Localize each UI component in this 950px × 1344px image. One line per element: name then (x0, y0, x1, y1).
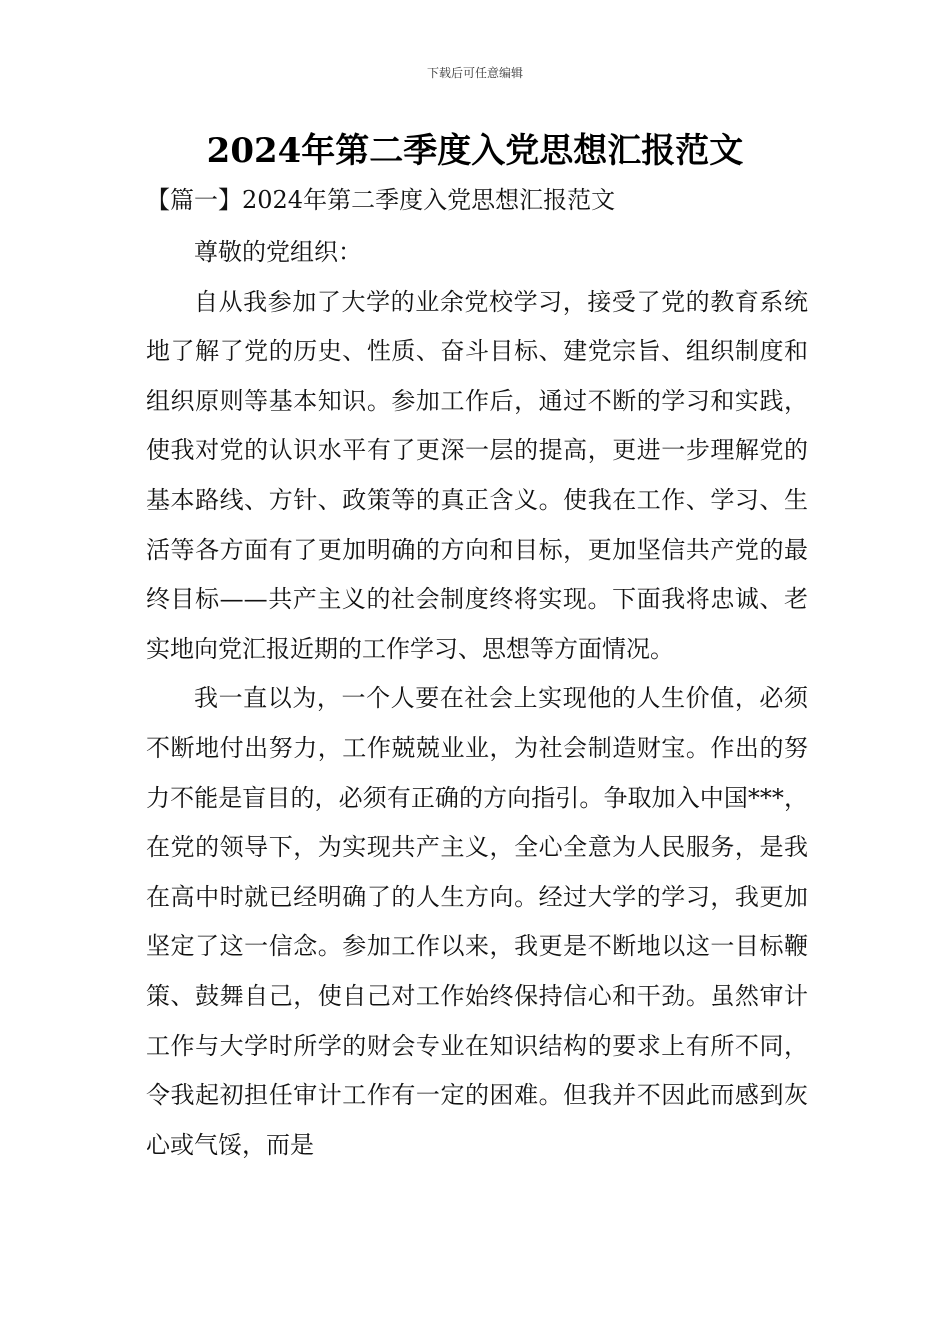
salutation: 尊敬的党组织： (194, 238, 362, 266)
paragraph-1: 自从我参加了大学的业余党校学习，接受了党的教育系统地了解了党的历史、性质、奋斗目标、建党宗旨、组织制度和组织原则等基本知识。参加工作后，通过不断的学习和实践，使我对党的认识水平有了更深一层的提高，更进一步理解党的基本路线、方针、政策等的真正含义。使我在工作、学习、生活等各方面有了更加明确的方向和目标，更加坚信共产党的最终目标——共产主义的社会制度终将实现。下面我将忠诚、老实地向党汇报近期的工作学习、思想等方面情况。 (146, 287, 808, 663)
document-body (146, 228, 808, 1170)
section-heading: 【篇一】2024年第二季度入党思想汇报范文 (146, 186, 616, 214)
header-note: 下载后可任意编辑 (426, 66, 523, 80)
paragraph-2: 我一直以为，一个人要在社会上实现他的人生价值，必须不断地付出努力，工作兢兢业业，为社会制造财宝。作出的努力不能是盲目的，必须有正确的方向指引。争取加入中国***，在党的领导下，为实现共产主义，全心全意为人民服务，是我在高中时就已经明确了的人生方向。经过大学的学习，我更加坚定了这一信念。参加工作以来，我更是不断地以这一目标鞭策、鼓舞自己，使自己对工作始终保持信心和干劲。虽然审计工作与大学时所学的财会专业在知识结构的要求上有所不同，令我起初担任审计工作有一定的困难。但我并不因此而感到灰心或气馁，而是 (146, 684, 808, 1159)
document-title: 2024年第二季度入党思想汇报范文 (206, 131, 744, 171)
